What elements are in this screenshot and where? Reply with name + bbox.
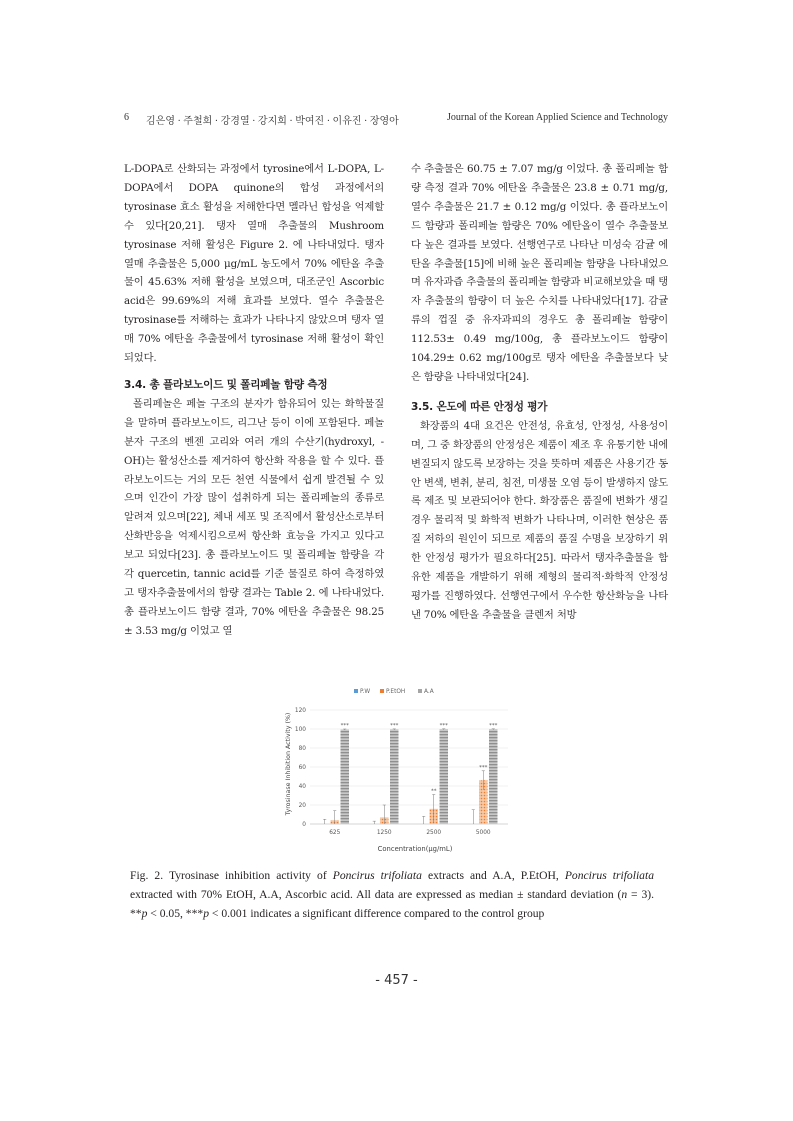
caption-rest: extracted with 70% EtOH, A.A, Ascorbic acid. All data are expressed as median ± standard deviation (	[130, 888, 622, 901]
chart-x-ticks	[329, 830, 491, 836]
legend-swatch-p-etoh	[380, 689, 384, 693]
legend-swatch-a-a	[418, 689, 422, 693]
legend-swatch-p-w	[354, 689, 358, 693]
caption-mid: extracts and A.A, P.EtOH,	[421, 869, 565, 882]
significance-label-p-etoh-5000: ***	[479, 764, 488, 771]
right-paragraph-1: 수 추출물은 60.75 ± 7.07 mg/g 이었다. 총 폴리페놀 함량 측정 결과 70% 에탄올 추출물은 23.8 ± 0.71 mg/g, 열수 추출물은 21.7 ± 0.12 mg/g 이었다. 총 플라보노이드 함량과 폴리페놀 함량은 70% 에탄올이 열수 추출물보다 높은 결과를 보였다. 선행연구로 나타난 미성숙 감귤 에탄올 추출물[15]에 비해 높은 폴리페놀 함량을 나타내었으며 유자과즙 추출물의 폴리페놀 함량과 비교해보았을 때 탱자 추출물의 함량이 더 높은 수치를 나타내었다[17]. 감귤류의 껍질 중 유자과피의 경우도 총 폴리페놀 함량이 112.53± 0.49 mg/100g, 총 플라보노이드 함량이 104.29± 0.62 mg/100g로 탱자 에탄올 추출물보다 낮은 함량을 나타내었다[24].	[411, 163, 668, 383]
figure-caption	[130, 866, 654, 923]
section-heading-3-5: 3.5. 온도에 따른 안정성 평가	[411, 400, 548, 413]
caption-rest-2: = 3). **	[130, 888, 654, 920]
running-header	[124, 112, 668, 126]
x-tick-label-625: 625	[329, 830, 341, 836]
left-paragraph-1: L-DOPA로 산화되는 과정에서 tyrosine에서 L-DOPA, L-DOPA에서 DOPA quinone의 합성 과정에서의 tyrosinase 효소 활성을 저해한다면 멜라닌 합성을 억제할 수 있다[20,21]. 탱자 열매 추출물의 Mushroom tyrosinase 저해 활성은 Figure 2. 에 나타내었다. 탱자 열매 추출물은 5,000 μg/mL 농도에서 70% 에탄올 추출물이 45.63% 저해 활성을 보였으며, 대조군인 Ascorbic acid은 99.69%의 저해 효과를 보였다. 열수 추출물은 tyrosinase를 저해하는 효과가 나타나지 않았으며 탱자 열매 70% 에탄올 추출물에서 tyrosinase 저해 활성이 확인 되었다.	[124, 163, 384, 365]
bar-a-a-2500	[440, 729, 449, 824]
caption-rest-4: < 0.001 indicates a significant difference compared to the control group	[209, 907, 545, 920]
significance-label-a-a-625: ***	[340, 723, 349, 729]
y-tick-label-20: 20	[298, 803, 306, 809]
chart-bars	[321, 723, 498, 824]
chart-x-axis-label: Concentration(μg/mL)	[377, 845, 453, 853]
chart-svg	[270, 686, 520, 856]
left-paragraph-2: 폴리페놀은 페놀 구조의 분자가 함유되어 있는 화학물질을 말하며 플라보노이드, 리그난 등이 이에 포함된다. 페놀 분자 구조의 벤젠 고리와 여러 개의 수산기(hydroxyl, -OH)는 활성산소를 제거하여 항산화 작용을 할 수 있다. 플라보노이드는 거의 모든 천연 식물에서 쉽게 발견될 수 있으며 인간이 가장 많이 섭취하게 되는 폴리페놀의 종류로 알려져 있으며[22], 체내 세포 및 조직에서 활성산소로부터 산화반응을 억제시킴으로써 항산화 효능을 가지고 있다고 보고 되었다[23]. 총 플라보노이드 및 폴리페놀 함량을 각각 quercetin, tannic acid를 기준 물질로 하여 측정하였고 탱자추출물에서의 함량 결과는 Table 2. 에 나타내었다. 총 플라보노이드 함량 결과, 70% 에탄올 추출물은 98.25 ± 3.53 mg/g 이었고 열	[124, 397, 384, 637]
header-journal-title: Journal of the Korean Applied Science and Technology	[447, 112, 668, 123]
bar-a-a-1250	[390, 729, 399, 824]
x-tick-label-2500: 2500	[426, 830, 442, 836]
x-tick-label-1250: 1250	[376, 830, 392, 836]
chart-y-axis-label: Tyrosinase Inhibition Activity (%)	[285, 712, 292, 816]
legend-label-a-a: A.A	[424, 689, 434, 696]
chart-legend	[354, 689, 434, 695]
bar-a-a-5000	[489, 729, 498, 824]
page-number-footer: - 457 -	[375, 973, 418, 988]
tyrosinase-chart	[270, 686, 520, 856]
legend-label-p-etoh: P.EtOH	[386, 689, 406, 696]
right-paragraph-2: 화장품의 4대 요건은 안전성, 유효성, 안정성, 사용성이며, 그 중 화장품의 안정성은 제품이 제조 후 유통기한 내에 변질되지 않도록 보장하는 것을 뜻하며 제품은 사용기간 동안 변색, 변취, 분리, 침전, 미생물 오염 등이 발생하지 않도록 제조 및 보관되어야 한다. 화장품은 품질에 변화가 생길 경우 물리적 및 화학적 변화가 나타나며, 이러한 현상은 품질 저하의 원인이 되므로 제품의 품질 수명을 보장하기 위한 안정성 평가가 필요하다[25]. 따라서 탱자추출물을 함유한 제품을 개발하기 위해 제형의 물리적·화학적 안정성 평가를 진행하였다. 선행연구에서 우수한 항산화능을 나타낸 70% 에탄올 추출물을 클렌저 처방	[411, 419, 668, 621]
x-tick-label-5000: 5000	[475, 830, 491, 836]
header-authors: 김은영 · 주철희 · 강경열 · 강지희 · 박여진 · 이유진 · 장영아	[146, 116, 399, 127]
legend-label-p-w: P.W	[360, 689, 371, 696]
caption-species-2: Poncirus trifoliata	[564, 869, 654, 882]
chart-y-ticks	[295, 708, 306, 828]
significance-label-a-a-1250: ***	[390, 722, 399, 729]
caption-p-var-1: p	[141, 907, 148, 920]
significance-label-p-etoh-2500: **	[431, 788, 437, 795]
significance-label-a-a-2500: ***	[439, 722, 448, 729]
y-tick-label-100: 100	[294, 727, 306, 733]
header-page-number: 6	[124, 112, 129, 123]
caption-p-var-2: p	[203, 907, 209, 920]
caption-species: Poncirus trifoliata	[332, 869, 422, 882]
caption-lead: Fig. 2. Tyrosinase inhibition activity of	[130, 869, 333, 882]
y-tick-label-80: 80	[298, 746, 306, 752]
left-column	[124, 160, 384, 641]
bar-a-a-625	[341, 729, 350, 824]
y-tick-label-0: 0	[302, 822, 306, 828]
y-tick-label-60: 60	[298, 765, 306, 771]
section-heading-3-4: 3.4. 총 플라보노이드 및 폴리페놀 함량 측정	[124, 378, 328, 391]
significance-label-a-a-5000: ***	[489, 722, 498, 729]
right-column	[411, 160, 668, 625]
caption-rest-3: < 0.05, ***	[147, 907, 204, 920]
y-tick-label-40: 40	[298, 784, 306, 790]
y-tick-label-120: 120	[294, 708, 306, 714]
caption-n-var: n	[621, 888, 628, 901]
